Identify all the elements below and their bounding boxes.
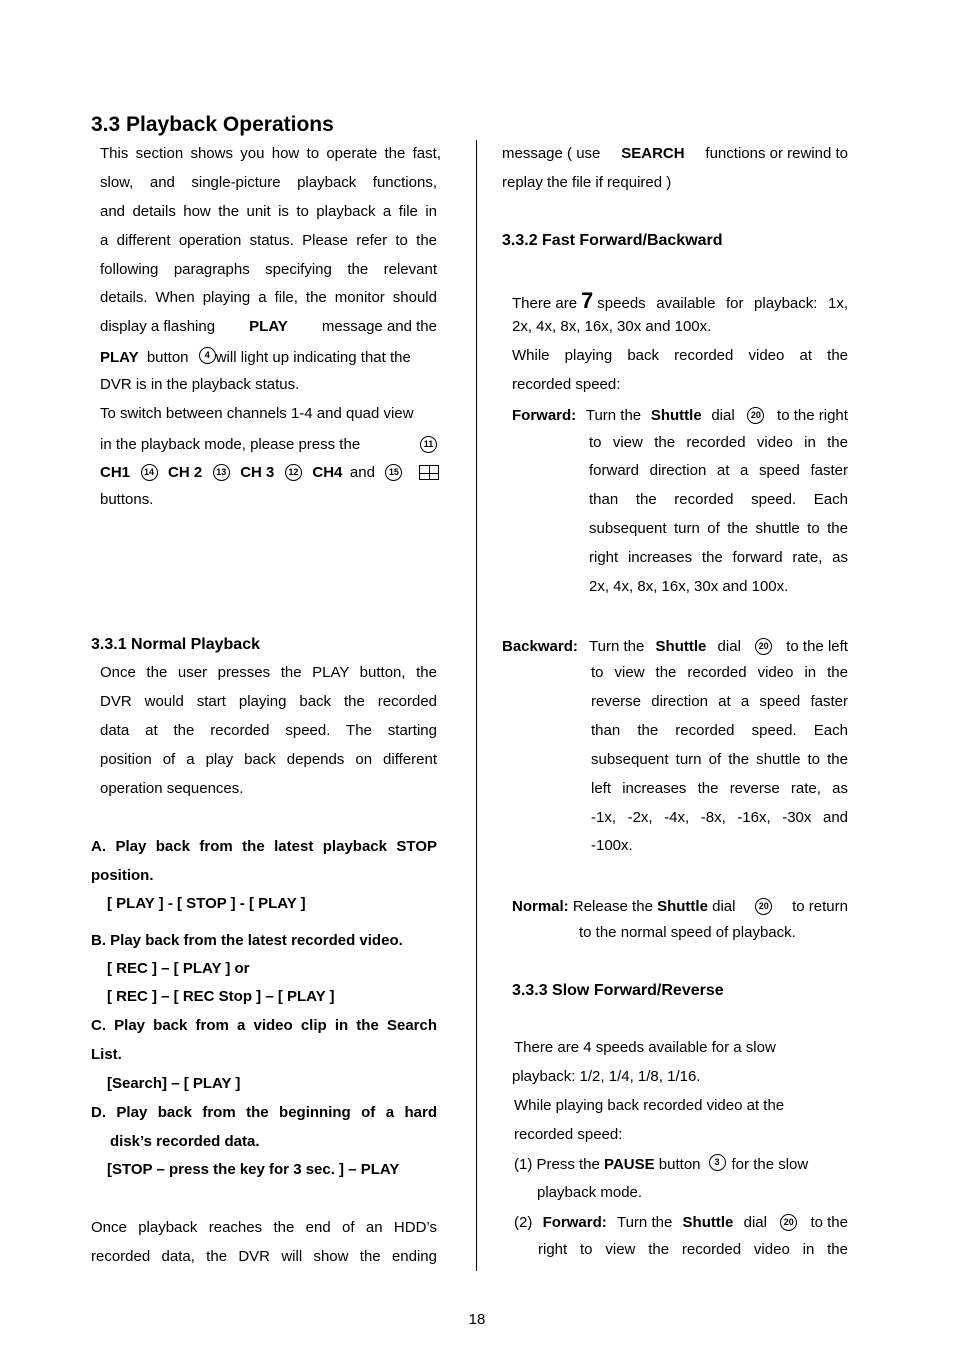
key-sequence: [ PLAY ] - [ STOP ] - [ PLAY ] [107,895,306,912]
text-line: in the playback mode, please press the 11 [100,430,437,459]
shuttle-dial-icon: 20 [755,638,772,655]
text-line: message ( use SEARCH functions or rewind to [502,145,848,162]
text-line: While playing back recorded video at the [512,347,848,364]
shuttle-dial-icon: 20 [747,407,764,424]
text-line: buttons. [100,491,154,508]
text-line: replay the file if required ) [502,174,672,191]
text-line: following paragraphs specifying the relevant [100,261,437,278]
text-line: -1x, -2x, -4x, -8x, -16x, -30x and [591,809,848,826]
text-line: There are 7 speeds available for playback: 1x, [512,288,848,313]
text-line: recorded speed: [514,1126,623,1143]
play-button-icon: 4 [199,347,216,364]
section-heading-fast-forward: 3.3.2 Fast Forward/Backward [502,232,723,249]
text-line: display a flashing PLAY message and the [100,318,437,335]
page-number: 18 [468,1311,486,1328]
text-line: D. Play back from the beginning of a hard [91,1104,437,1121]
page-title: 3.3 Playback Operations [91,113,334,136]
text-line: data at the recorded speed. The starting [100,722,437,739]
text-line: B. Play back from the latest recorded video. [91,932,403,949]
key-sequence: [STOP – press the key for 3 sec. ] – PLAY [107,1161,400,1178]
ch4-button-icon: 12 [285,464,302,481]
text-line: right increases the forward rate, as [589,549,848,566]
text-line: This section shows you how to operate the fast, [100,145,441,162]
text-line: subsequent turn of the shuttle to the [589,520,848,537]
shuttle-dial-icon: 20 [780,1214,797,1231]
key-sequence: [ REC ] – [ PLAY ] or [107,960,250,977]
shuttle-dial-icon: 20 [755,898,772,915]
ch1-button-icon: 11 [420,436,437,453]
text-line: position of a play back depends on different [100,751,437,768]
text-line: C. Play back from a video clip in the Search [91,1017,437,1034]
quad-button-icon: 15 [385,464,402,481]
text-line: Normal: Release the Shuttle dial 20 to return [512,898,848,915]
text-line: position. [91,867,154,884]
text-line: 2x, 4x, 8x, 16x, 30x and 100x. [589,578,789,595]
text-line: Backward: Turn the Shuttle dial 20 to the left [502,638,848,655]
text-line: to view the recorded video in the [591,664,848,681]
text-line: DVR is in the playback status. [100,376,300,393]
key-sequence: [Search] – [ PLAY ] [107,1075,241,1092]
text-line: a different operation status. Please refer to the [100,232,437,249]
key-sequence: [ REC ] – [ REC Stop ] – [ PLAY ] [107,988,335,1005]
text-line: 2x, 4x, 8x, 16x, 30x and 100x. [512,318,712,335]
text-line: (2) Forward: Turn the Shuttle dial 20 to the [514,1214,848,1231]
text-line: recorded speed: [512,376,621,393]
text-line: left increases the reverse rate, as [591,780,848,797]
text-line: and details how the unit is to playback a file in [100,203,437,220]
text-line: operation sequences. [100,780,244,797]
text-line: forward direction at a speed faster [589,462,848,479]
ch3-button-icon: 13 [213,464,230,481]
text-line: Once playback reaches the end of an HDD’s [91,1219,437,1236]
text-line: (1) Press the PAUSE button 3 for the slow [514,1156,809,1173]
quad-view-icon [419,465,439,480]
text-line: right to view the recorded video in the [538,1241,848,1258]
text-line: PLAY button 4 will light up indicating that the [100,349,411,366]
text-line: DVR would start playing back the recorded [100,693,437,710]
text-line: List. [91,1046,122,1063]
text-line: Forward: Turn the Shuttle dial 20 to the right [512,407,848,424]
text-line: While playing back recorded video at the [514,1097,785,1114]
text-line: subsequent turn of the shuttle to the [591,751,848,768]
section-heading-slow-forward: 3.3.3 Slow Forward/Reverse [512,982,724,999]
text-line: to the normal speed of playback. [579,924,796,941]
text-line: -100x. [591,837,633,854]
pause-button-icon: 3 [709,1154,726,1171]
ch2-button-icon: 14 [141,464,158,481]
text-line: reverse direction at a speed faster [591,693,848,710]
text-line: A. Play back from the latest playback STOP [91,838,437,855]
text-line: CH1 14 CH 2 13 CH 3 12 CH4 and 15 [100,458,439,487]
text-line: disk’s recorded data. [110,1133,260,1150]
text-line: than the recorded speed. Each [589,491,848,508]
text-line: recorded data, the DVR will show the ending [91,1248,437,1265]
text-line: playback mode. [537,1184,643,1201]
text-line: playback: 1/2, 1/4, 1/8, 1/16. [512,1068,701,1085]
text-line: There are 4 speeds available for a slow [514,1039,776,1056]
text-line: Once the user presses the PLAY button, the [100,664,437,681]
text-line: than the recorded speed. Each [591,722,848,739]
column-divider [476,140,477,1271]
section-heading-normal-playback: 3.3.1 Normal Playback [91,636,260,653]
text-line: details. When playing a file, the monitor should [100,289,437,306]
text-line: to view the recorded video in the [589,434,848,451]
text-line: To switch between channels 1-4 and quad view [100,405,414,422]
text-line: slow, and single-picture playback functions, [100,174,437,191]
